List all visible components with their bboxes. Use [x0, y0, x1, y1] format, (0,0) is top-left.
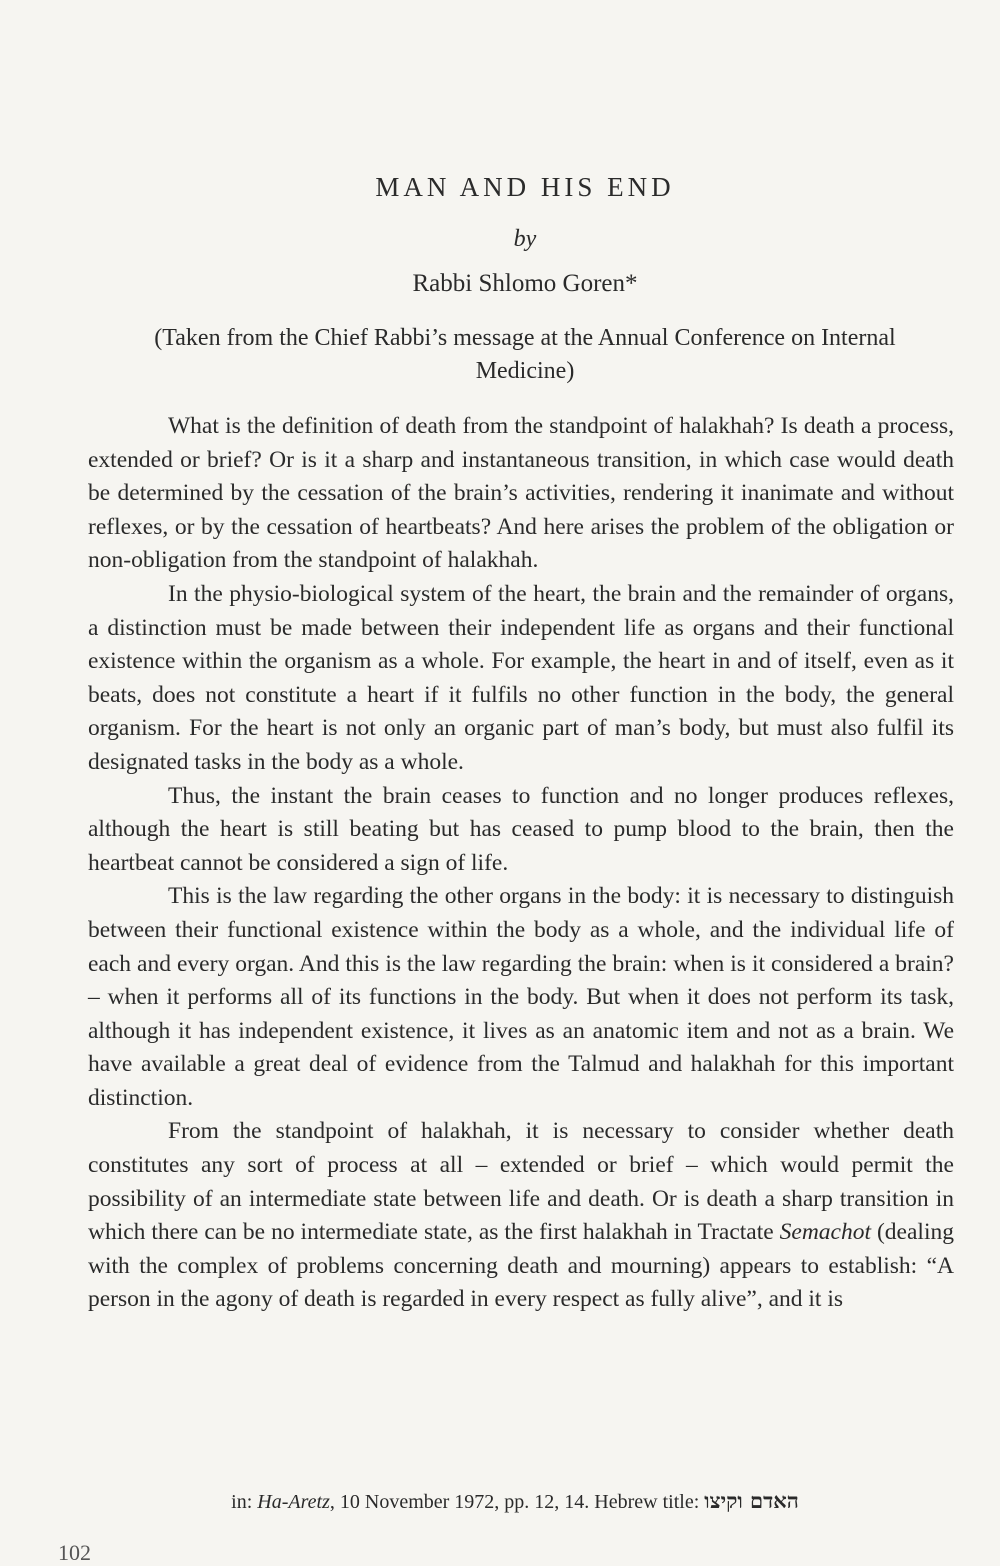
paragraph-2: In the physio-biological system of the heart, the brain and the remainder of organs, a distinction must be made between their independent life as organs and their functional existence within the organism as a whole. For example, the heart in and of itself, even as it beats, does not constitute a heart if it fulfils no other function in the body, the general organism. For the heart is not only an organic part of man’s body, but must also fulfil its designated tasks in the body as a whole.: [88, 580, 954, 775]
byline: by: [513, 226, 537, 252]
paragraph-5: [88, 1115, 954, 1317]
paragraph-1: What is the definition of death from the standpoint of halakhah? Is death a process, extended or brief? Or is it a sharp and instantaneous transition, in which case would death be determined by the cessation of the brain’s activities, rendering it inanimate and without reflexes, or by the cessation of heartbeats? And here arises the problem of the obligation or non-obligation from the standpoint of halakhah.: [88, 413, 954, 574]
footnote: [0, 1488, 1000, 1514]
hebrew-title: האדם וקיצו: [704, 1488, 799, 1513]
paragraph-3: Thus, the instant the brain ceases to function and no longer produces reflexes, although the heart is still beating but has ceased to pump blood to the brain, then the heartbeat cannot be considered a sign of life.: [88, 782, 954, 876]
subtitle: (Taken from the Chief Rabbi’s message at the Annual Conference on Internal Medicine): [154, 325, 896, 384]
paragraph-5-part-2: (dealing with the complex of problems concerning death and mourning) appears to establish: “A person in the agony of death is regarded in every respect as fully alive”, and it is: [88, 1219, 954, 1313]
footnote-source: Ha-Aretz: [257, 1491, 330, 1513]
tractate-name: Semachot: [779, 1219, 872, 1246]
footnote-details: , 10 November 1972, pp. 12, 14. Hebrew title:: [329, 1491, 705, 1513]
article-title: MAN AND HIS END: [375, 172, 675, 202]
paragraph-4: This is the law regarding the other organs in the body: it is necessary to distinguish between their functional existence within the body as a whole, and the individual life of each and every organ. And this is the law regarding the brain: when is it considered a brain? – when it performs all of its functions in the body. But when it does not perform its task, although it has independent existence, it lives as an anatomic item and not as a brain. We have available a great deal of evidence from the Talmud and halakhah for this important distinction.: [88, 883, 954, 1111]
page-number: 102: [58, 1540, 91, 1565]
article-body: [88, 410, 954, 1317]
paragraph-5-part-1: From the standpoint of halakhah, it is necessary to consider whether death constitutes any sort of process at all – extended or brief – which would permit the possibility of an intermediate state between life and death. Or is death a sharp transition in which there can be no intermediate state, as the first halakhah in Tractate: [88, 1118, 954, 1246]
footnote-prefix: in:: [231, 1491, 258, 1513]
author-name: Rabbi Shlomo Goren*: [412, 270, 638, 297]
